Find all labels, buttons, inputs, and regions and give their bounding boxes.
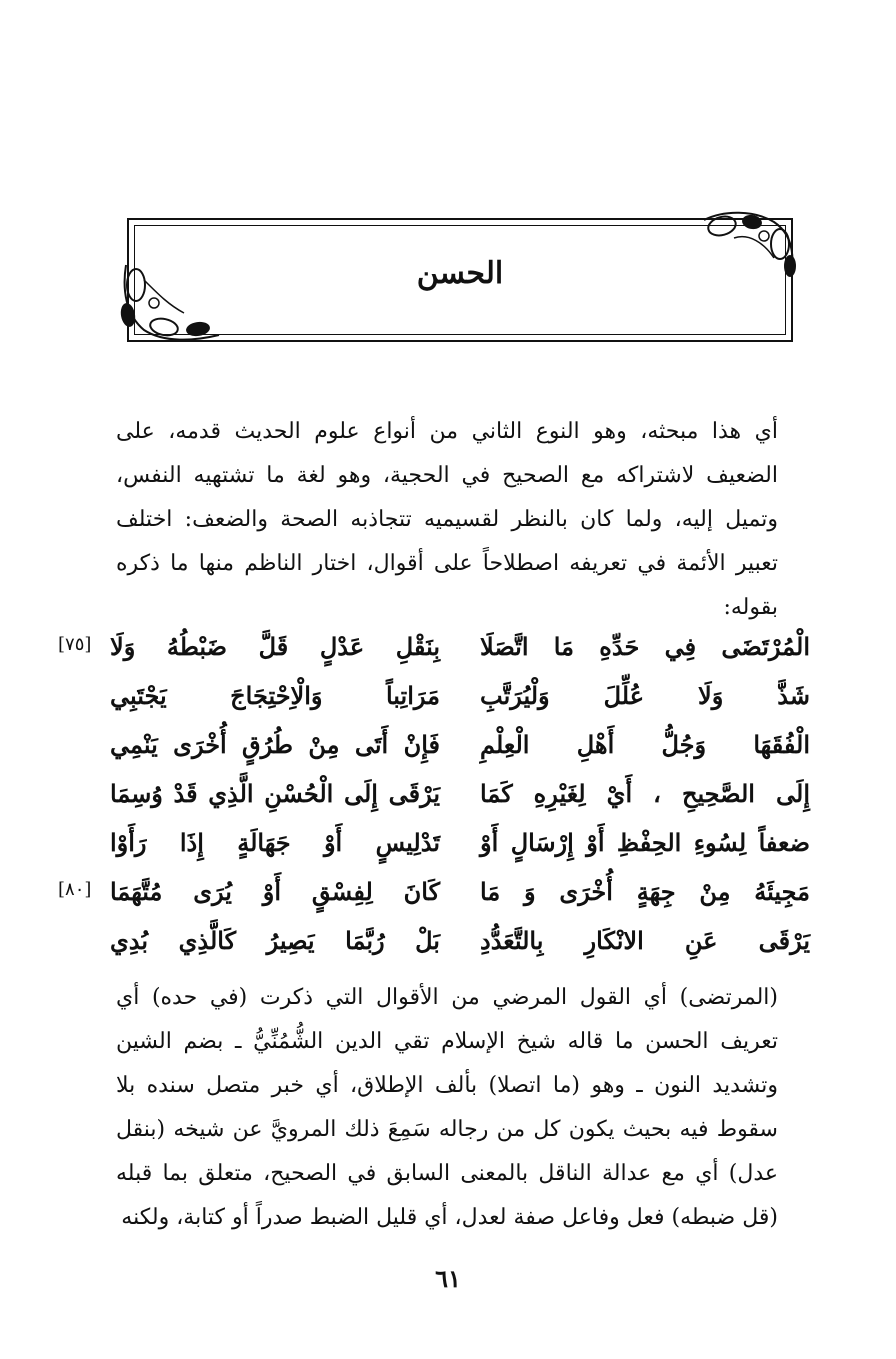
verse-second-hemistich: بِنَقْلِ عَدْلٍ قَلَّ ضَبْطُهُ وَلَا bbox=[110, 632, 440, 661]
verse-second-hemistich: كَانَ لِفِسْقٍ أَوْ يُرَى مُتَّهَمَا bbox=[110, 877, 440, 906]
verse-number-75: [٧٥] bbox=[58, 634, 92, 655]
intro-paragraph bbox=[116, 410, 778, 630]
verse-81 bbox=[110, 916, 810, 965]
verse-75 bbox=[110, 622, 810, 671]
intro-text: أي هذا مبحثه، وهو النوع الثاني من أنواع علوم الحديث قدمه، على الضعيف لاشتراكه مع الصحيح في الحجية، وهو لغة ما تشتهيه النفس، وتميل إليه، ولما كان بالنظر لقسيميه تتجاذبه الصحة والضعف: اختلف تعبير الأئمة في تعريفه اصطلاحاً على أقوال، اختار الناظم منها ما ذكره بقوله: bbox=[116, 419, 778, 620]
verse-first-hemistich: الْمُرْتَضَى فِي حَدِّهِ مَا اتَّصَلَا bbox=[480, 632, 810, 661]
verse-78 bbox=[110, 769, 810, 818]
verse-first-hemistich: ضعفاً لِسُوءِ الحِفْظِ أَوْ إِرْسَالٍ أَوْ bbox=[480, 828, 810, 857]
verse-second-hemistich: فَإِنْ أَتَى مِنْ طُرُقٍ أُخْرَى يَنْمِي bbox=[110, 730, 440, 759]
title-frame bbox=[127, 218, 793, 342]
commentary-text: (المرتضى) أي القول المرضي من الأقوال التي ذكرت (في حده) أي تعريف الحسن ما قاله شيخ الإسلام تقي الدين الشُّمُنِّيُّ ـ بضم الشين وتشديد النون ـ وهو (ما اتصلا) بألف الإطلاق، أي خبر متصل سنده بلا سقوط فيه بحيث يكون كل من رجاله سَمِعَ ذلك المرويَّ عن شيخه (بنقل عدل) أي مع عدالة الناقل بالمعنى السابق في الصحيح، متعلق بما قبله (قل ضبطه) فعل وفاعل صفة لعدل، أي قليل الضبط صدراً أو كتابة، ولكنه bbox=[116, 985, 778, 1230]
verse-number-80: [٨٠] bbox=[58, 879, 92, 900]
chapter-title: الحسن bbox=[416, 256, 504, 291]
verse-second-hemistich: يَرْقَى إِلَى الْحُسْنِ الَّذِي قَدْ وُسِمَا bbox=[110, 779, 440, 808]
verse-second-hemistich: تَدْلِيسٍ أَوْ جَهَالَةٍ إِذَا رَأَوْا bbox=[110, 828, 440, 857]
verse-first-hemistich: يَرْقَى عَنِ الانْكَارِ بِالتَّعَدُّدِ bbox=[480, 926, 810, 955]
verse-76 bbox=[110, 671, 810, 720]
verse-first-hemistich: مَجِيئَهُ مِنْ جِهَةٍ أُخْرَى وَ مَا bbox=[480, 877, 810, 906]
page-number: ٦١ bbox=[435, 1264, 461, 1293]
verse-80 bbox=[110, 867, 810, 916]
verse-79 bbox=[110, 818, 810, 867]
verse-first-hemistich: شَذَّ وَلَا عُلِّلَ وَلْيُرَتَّبِ bbox=[480, 681, 810, 710]
poem-verses bbox=[110, 622, 810, 965]
verse-first-hemistich: الْفُقَهَا وَجُلُّ أَهْلِ الْعِلْمِ bbox=[480, 730, 810, 759]
verse-77 bbox=[110, 720, 810, 769]
verse-first-hemistich: إِلَى الصَّحِيحِ ، أَيْ لِغَيْرِهِ كَمَا bbox=[480, 779, 810, 808]
commentary-paragraph bbox=[116, 976, 778, 1240]
verse-second-hemistich: بَلْ رُبَّمَا يَصِيرُ كَالَّذِي بُدِي bbox=[110, 926, 440, 955]
verse-second-hemistich: مَرَاتِباً وَالْاِحْتِجَاجَ يَجْتَبِي bbox=[110, 681, 440, 710]
